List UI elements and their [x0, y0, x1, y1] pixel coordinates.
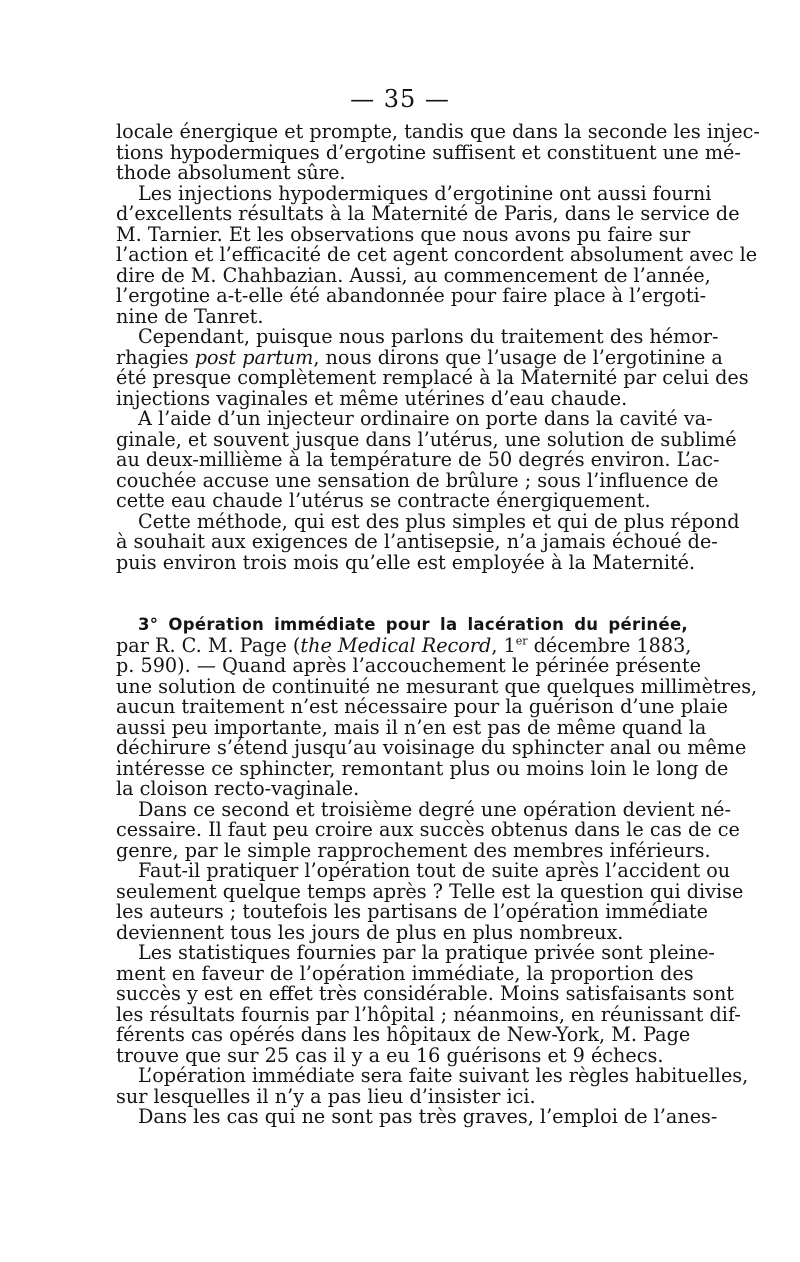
- section-perinee: [116, 614, 758, 1128]
- text-line: aucun traitement n’est nécessaire pour la guérison d’une plaie: [116, 695, 728, 718]
- text-run: par R. C. M. Page (: [116, 633, 301, 657]
- text-line: l’action et l’efficacité de cet agent concordent absolument avec le: [116, 243, 758, 266]
- text-line: la cloison recto-vaginale.: [116, 777, 360, 800]
- text-line: Faut-il pratiquer l’opération tout de suite après l’accident ou: [138, 859, 731, 882]
- text-line: les résultats fournis par l’hôpital ; néanmoins, en réunissant dif-: [116, 1002, 741, 1026]
- text-line: nine de Tanret.: [116, 304, 264, 328]
- text-line: cette eau chaude l’utérus se contracte énergiquement.: [116, 489, 651, 512]
- section-heading-line: [116, 614, 688, 636]
- text-line: l’ergotine a-t-elle été abandonnée pour faire place à l’ergoti-: [116, 284, 707, 307]
- text-line: puis environ trois mois qu’elle est employée à la Maternité.: [116, 550, 696, 574]
- text-line: ment en faveur de l’opération immédiate, la proportion des: [116, 961, 694, 985]
- text-line: thode absolument sûre.: [116, 161, 346, 184]
- text-line: ginale, et souvent jusque dans l’utérus, une solution de sublimé: [116, 427, 737, 451]
- text-line: p. 590). — Quand après l’accouchement le périnée présente: [116, 654, 701, 677]
- text-run: , 1: [491, 633, 516, 657]
- text-line: Les injections hypodermiques d’ergotinine ont aussi fourni: [138, 181, 712, 205]
- text-line: succès y est en effet très considérable. Moins satisfaisants sont: [116, 982, 735, 1005]
- text-line: à souhait aux exigences de l’antisepsie, n’a jamais échoué de-: [116, 530, 718, 553]
- text-line: injections vaginales et même utérines d’eau chaude.: [116, 386, 628, 410]
- text-line: A l’aide d’un injecteur ordinaire on porte dans la cavité va-: [138, 407, 713, 430]
- text-run: décembre 1883,: [527, 633, 692, 657]
- paragraph-block-ergotine: [116, 120, 760, 574]
- text-line: déchirure s’étend jusqu’au voisinage du sphincter anal ou même: [116, 736, 747, 759]
- text-line: été presque complètement remplacé à la Maternité par celui des: [116, 366, 749, 389]
- text-line: férents cas opérés dans les hôpitaux de New-York, M. Page: [116, 1023, 691, 1046]
- italic-term: post partum: [194, 345, 314, 369]
- page-number: — 35 —: [350, 85, 450, 113]
- text-line: au deux-millième à la température de 50 degrés environ. L’ac-: [116, 448, 720, 471]
- text-line: seulement quelque temps après ? Telle est la question qui divise: [116, 879, 744, 903]
- text-line: couchée accuse une sensation de brûlure ; sous l’influence de: [116, 468, 719, 492]
- text-line: Cette méthode, qui est des plus simples et qui de plus répond: [138, 509, 740, 533]
- text-line: trouve que sur 25 cas il y a eu 16 guérisons et 9 échecs.: [116, 1043, 664, 1067]
- journal-title: the Medical Record: [300, 633, 492, 657]
- text-line: une solution de continuité ne mesurant que quelques millimètres,: [116, 674, 758, 698]
- text-line: les auteurs ; toutefois les partisans de l’opération immédiate: [116, 900, 708, 923]
- superscript: er: [515, 634, 528, 648]
- text-line: L’opération immédiate sera faite suivant les règles habituelles,: [138, 1064, 749, 1087]
- text-line: cessaire. Il faut peu croire aux succès obtenus dans le cas de ce: [116, 818, 740, 841]
- text-line: locale énergique et prompte, tandis que dans la seconde les injec-: [116, 120, 760, 143]
- text-line: intéresse ce sphincter, remontant plus ou moins loin le long de: [116, 756, 729, 780]
- text-line: deviennent tous les jours de plus en plus nombreux.: [116, 920, 624, 944]
- text-run: rhagies: [116, 345, 195, 369]
- text-line: Les statistiques fournies par la pratique privée sont pleine-: [138, 941, 715, 964]
- text-line: aussi peu importante, mais il n’en est pas de même quand la: [116, 715, 707, 739]
- text-line: M. Tarnier. Et les observations que nous avons pu faire sur: [116, 222, 691, 246]
- citation-line: [116, 633, 692, 657]
- text-run: , nous dirons que l’usage de l’ergotinine a: [313, 345, 723, 369]
- text-line: sur lesquelles il n’y a pas lieu d’insister ici.: [116, 1084, 536, 1108]
- text-line: genre, par le simple rapprochement des membres inférieurs.: [116, 838, 711, 862]
- text-line: d’excellents résultats à la Maternité de Paris, dans le service de: [116, 202, 740, 225]
- text-line: Dans les cas qui ne sont pas très graves, l’emploi de l’anes-: [138, 1105, 718, 1128]
- section-heading: 3° Opération immédiate pour la lacération du périnée,: [138, 615, 688, 634]
- text-line: dire de M. Chahbazian. Aussi, au commencement de l’année,: [116, 263, 711, 287]
- text-line: Dans ce second et troisième degré une opération devient né-: [138, 797, 731, 821]
- text-line-with-italic: [116, 345, 723, 369]
- text-line: tions hypodermiques d’ergotine suffisent et constituent une mé-: [116, 140, 741, 164]
- text-line: Cependant, puisque nous parlons du traitement des hémor-: [138, 325, 719, 348]
